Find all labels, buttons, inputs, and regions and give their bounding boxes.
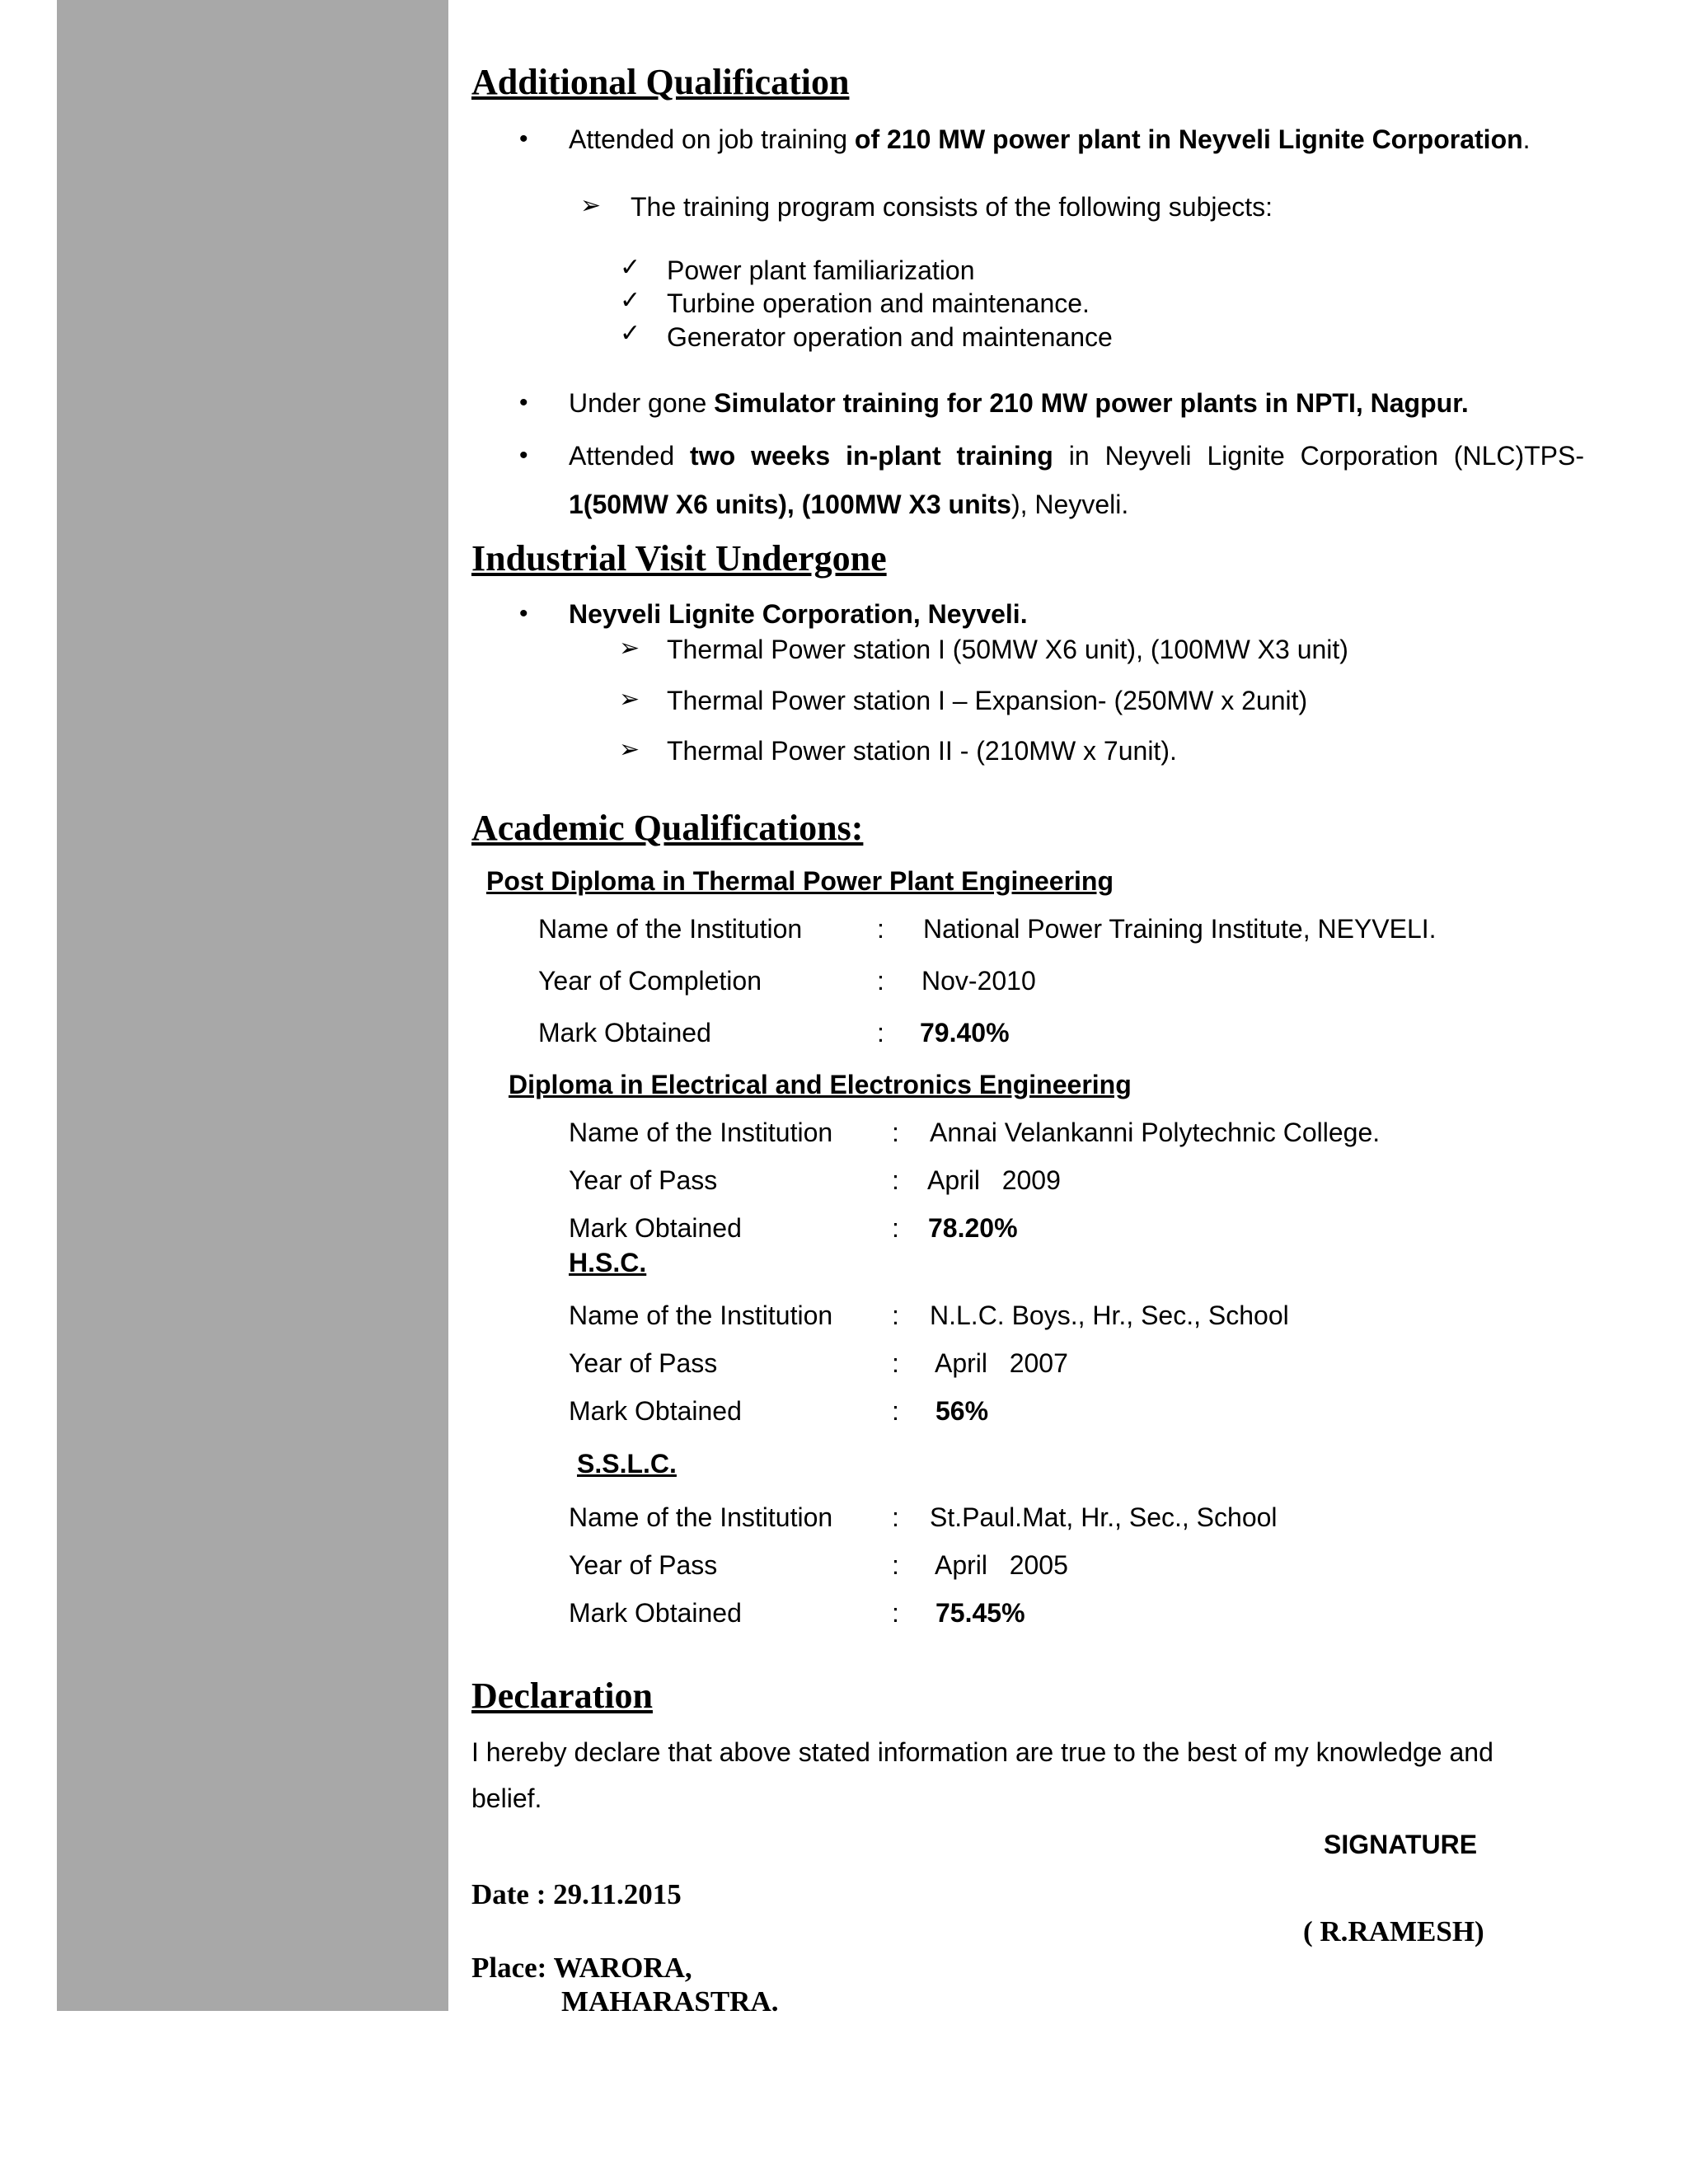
bullet-icon: • — [519, 600, 528, 627]
date-line: Date : 29.11.2015 — [471, 1878, 682, 1910]
dip-mark-value: 78.20% — [928, 1213, 1018, 1243]
sslc-institution-value: St.Paul.Mat, Hr., Sec., School — [930, 1502, 1278, 1532]
pd-mark-label: Mark Obtained — [538, 1018, 711, 1047]
signature-label: SIGNATURE — [1324, 1830, 1478, 1859]
check-item: Turbine operation and maintenance. — [667, 288, 1090, 318]
hsc-mark-value: 56% — [935, 1396, 989, 1426]
colon-separator: : — [892, 1502, 899, 1532]
pd-institution-label: Name of the Institution — [538, 914, 803, 944]
check-item: Power plant familiarization — [667, 255, 975, 285]
sslc-mark-label: Mark Obtained — [569, 1598, 742, 1628]
check-icon: ✓ — [620, 254, 641, 281]
hsc-institution-value: N.L.C. Boys., Hr., Sec., School — [930, 1301, 1289, 1330]
place-line-2: MAHARASTRA. — [561, 1985, 779, 2018]
arrow-bullet-icon: ➢ — [619, 686, 640, 713]
sslc-year-label: Year of Pass — [569, 1550, 718, 1580]
pd-mark-value: 79.40% — [920, 1018, 1010, 1047]
dip-institution-value: Annai Velankanni Polytechnic College. — [930, 1118, 1381, 1147]
industrial-visit-heading: Industrial Visit Undergone — [471, 538, 887, 579]
post-diploma-title: Post Diploma in Thermal Power Plant Engineering — [486, 866, 1114, 896]
colon-separator: : — [877, 966, 884, 996]
industrial-visit-item: Thermal Power station I (50MW X6 unit), (100MW X3 unit) — [667, 635, 1348, 664]
industrial-visit-item: Thermal Power station II - (210MW x 7unit). — [667, 736, 1177, 766]
training-subjects-intro: The training program consists of the following subjects: — [631, 192, 1273, 222]
check-icon: ✓ — [620, 287, 641, 314]
additional-bullet-2: Under gone Simulator training for 210 MW power plants in NPTI, Nagpur. — [569, 388, 1469, 418]
dip-institution-label: Name of the Institution — [569, 1118, 833, 1147]
hsc-year-label: Year of Pass — [569, 1348, 718, 1378]
colon-separator: : — [892, 1396, 899, 1426]
dip-year-value: April 2009 — [927, 1165, 1061, 1195]
signatory-name: ( R.RAMESH) — [1303, 1915, 1484, 1947]
declaration-text-line-2: belief. — [471, 1783, 542, 1813]
colon-separator: : — [877, 1018, 884, 1047]
dip-year-label: Year of Pass — [569, 1165, 718, 1195]
arrow-bullet-icon: ➢ — [619, 736, 640, 763]
colon-separator: : — [892, 1165, 899, 1195]
additional-bullet-3-line-1: Attended two weeks in-plant training in Neyveli Lignite Corporation (NLC)TPS- — [569, 441, 1585, 471]
pd-year-value: Nov-2010 — [921, 966, 1036, 996]
colon-separator: : — [892, 1118, 899, 1147]
place-line-1: Place: WARORA, — [471, 1952, 692, 1984]
arrow-bullet-icon: ➢ — [619, 635, 640, 662]
academic-qualifications-heading: Academic Qualifications: — [471, 808, 864, 848]
declaration-text-line-1: I hereby declare that above stated information are true to the best of my knowledge and — [471, 1737, 1493, 1767]
check-icon: ✓ — [620, 320, 641, 347]
pd-institution-value: National Power Training Institute, NEYVELI. — [923, 914, 1437, 944]
dip-mark-label: Mark Obtained — [569, 1213, 742, 1243]
bullet-icon: • — [519, 442, 528, 469]
hsc-institution-label: Name of the Institution — [569, 1301, 833, 1330]
sslc-mark-value: 75.45% — [935, 1598, 1025, 1628]
industrial-visit-item: Thermal Power station I – Expansion- (250MW x 2unit) — [667, 686, 1308, 715]
bullet-icon: • — [519, 125, 528, 152]
hsc-year-value: April 2007 — [935, 1348, 1068, 1378]
colon-separator: : — [892, 1213, 899, 1243]
bullet-icon: • — [519, 389, 528, 416]
arrow-bullet-icon: ➢ — [580, 192, 602, 219]
additional-qualification-heading: Additional Qualification — [471, 62, 850, 102]
colon-separator: : — [892, 1598, 899, 1628]
sslc-institution-label: Name of the Institution — [569, 1502, 833, 1532]
colon-separator: : — [892, 1348, 899, 1378]
additional-bullet-1: Attended on job training of 210 MW power plant in Neyveli Lignite Corporation. — [569, 124, 1531, 154]
declaration-heading: Declaration — [471, 1675, 653, 1716]
diploma-title: Diploma in Electrical and Electronics Engineering — [509, 1070, 1132, 1099]
sslc-title: S.S.L.C. — [577, 1449, 677, 1479]
check-item: Generator operation and maintenance — [667, 322, 1113, 352]
colon-separator: : — [877, 914, 884, 944]
hsc-mark-label: Mark Obtained — [569, 1396, 742, 1426]
colon-separator: : — [892, 1301, 899, 1330]
pd-year-label: Year of Completion — [538, 966, 762, 996]
colon-separator: : — [892, 1550, 899, 1580]
industrial-visit-company: Neyveli Lignite Corporation, Neyveli. — [569, 599, 1028, 629]
sidebar-panel — [57, 0, 448, 2011]
hsc-title: H.S.C. — [569, 1248, 647, 1277]
sslc-year-value: April 2005 — [935, 1550, 1068, 1580]
additional-bullet-3-line-2: 1(50MW X6 units), (100MW X3 units), Neyveli. — [569, 490, 1129, 519]
